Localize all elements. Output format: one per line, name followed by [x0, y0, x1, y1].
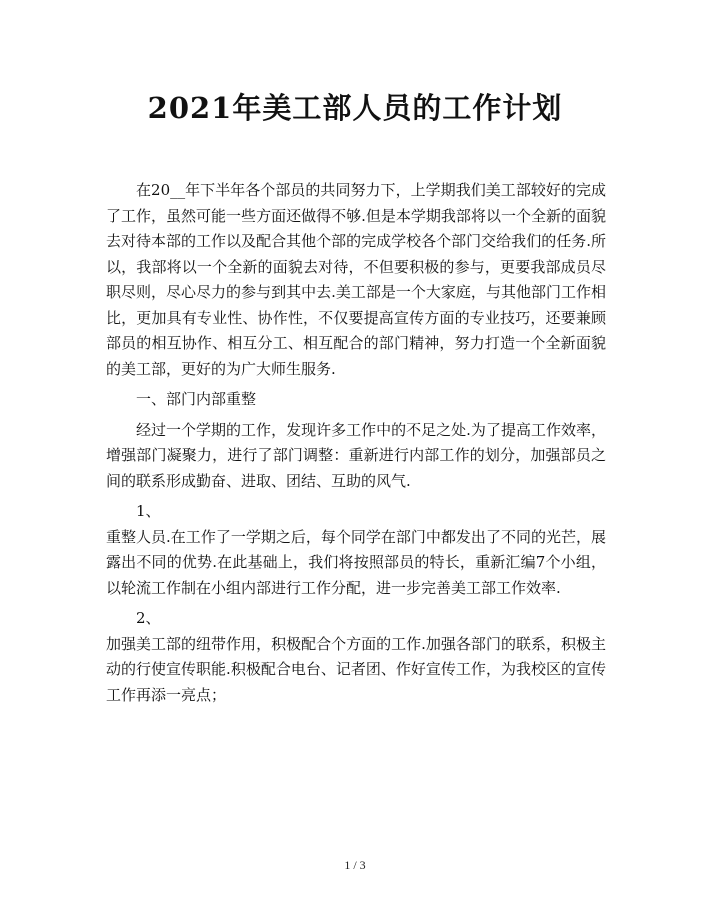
- item-paragraph-2: 加强美工部的纽带作用，积极配合个方面的工作.加强各部门的联系，积极主动的行使宣传职能.积极配合电台、记者团、作好宣传工作，为我校区的宣传工作再添一亮点；: [106, 634, 606, 704]
- intro-paragraph: 在20__年下半年各个部员的共同努力下，上学期我们美工部较好的完成了工作，虽然可能一些方面还做得不够.但是本学期我部将以一个全新的面貌去对待本部的工作以及配合其他个部的完成学校各个部门交给我们的任务.所以，我部将以一个全新的面貌去对待，不但要积极的参与，更要我部成员尽职尽则，尽心尽力的参与到其中去.美工部是一个大家庭，与其他部门工作相比，更加具有专业性、协作性，不仅要提高宣传方面的专业技巧，还要兼顾部员的相互协作、相互分工、相互配合的部门精神，努力打造一个全新面貌的美工部，更好的为广大师生服务.: [106, 181, 606, 378]
- document-body: [106, 178, 606, 713]
- document-title: 2021年美工部人员的工作计划: [147, 91, 563, 125]
- item-paragraph-1: 重整人员.在工作了一学期之后，每个同学在部门中都发出了不同的光芒，展露出不同的优势.在此基础上，我们将按照部员的特长，重新汇编7个小组，以轮流工作制在小组内部进行工作分配，进一步完善美工部工作效率.: [106, 527, 606, 597]
- section-heading: 一、部门内部重整: [136, 390, 257, 408]
- item-number-2: 2、: [136, 609, 161, 627]
- item-number-1: 1、: [136, 502, 161, 520]
- section-paragraph: 经过一个学期的工作，发现许多工作中的不足之处.为了提高工作效率，增强部门凝聚力，进行了部门调整：重新进行内部工作的划分，加强部员之间的联系形成勤奋、进取、团结、互助的风气.: [106, 420, 606, 490]
- page-indicator: 1 / 3: [344, 858, 366, 872]
